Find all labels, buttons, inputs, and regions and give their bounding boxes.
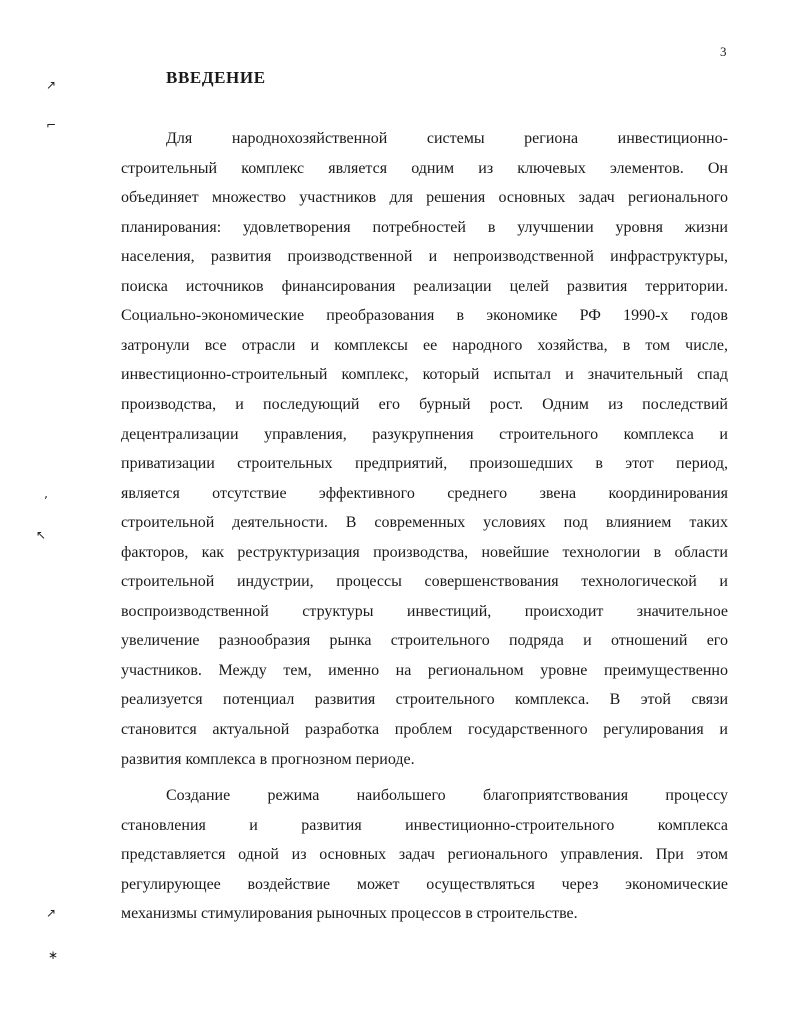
word: в (487, 218, 496, 236)
word: процессы (336, 573, 402, 591)
word: среднего (447, 484, 508, 502)
word: реструктуризация (237, 543, 360, 561)
word: планирования: (121, 218, 222, 236)
scan-mark: ⌐ (46, 118, 57, 132)
word: последствий (642, 395, 728, 413)
word: экономические (625, 875, 728, 893)
word: задач (578, 189, 615, 207)
text-line (121, 484, 728, 504)
word: из (608, 395, 623, 413)
text-line (121, 395, 728, 415)
scan-mark: ∗ (48, 948, 59, 962)
word: процессу (665, 787, 728, 804)
word: и (565, 366, 574, 384)
word: строительных (237, 455, 333, 473)
word: 1990-х (623, 307, 669, 325)
word: источников (185, 277, 264, 295)
word: регионального (627, 189, 728, 207)
word: влиянием (605, 514, 672, 532)
word: этом (696, 846, 728, 863)
word: значительное (636, 602, 728, 620)
word: и (719, 721, 728, 738)
word: потенциал (223, 691, 295, 709)
word: и (719, 425, 728, 443)
word: отрасли (241, 336, 296, 354)
word: все (204, 336, 227, 354)
word: развития (210, 248, 272, 266)
word: эффективного (318, 484, 415, 502)
word: воздействие (247, 875, 331, 893)
word: инвестиционно-строительный (121, 366, 328, 384)
text-line (121, 513, 728, 533)
word: развития (566, 277, 628, 295)
word: системы (426, 130, 485, 147)
scan-mark: ʼ (44, 494, 48, 508)
word: поиска (121, 277, 168, 295)
word: затронули (121, 336, 190, 354)
word: хозяйства, (537, 336, 608, 354)
word: При (655, 846, 684, 863)
word: территории. (645, 277, 728, 295)
text-line (121, 425, 728, 445)
text-line (121, 602, 728, 622)
word: реализации (413, 277, 492, 295)
word: представляется (121, 846, 226, 863)
text-line (121, 631, 728, 651)
word: инфраструктуры, (610, 248, 728, 266)
word: ее (422, 336, 438, 354)
word: годов (690, 307, 728, 325)
text-line (121, 365, 728, 385)
word: решения (426, 189, 486, 207)
word: на (395, 661, 412, 679)
word: Для (166, 130, 193, 147)
word: комплекса (623, 425, 694, 443)
text-line (121, 454, 728, 474)
text-line (121, 661, 728, 681)
word: основных (319, 846, 387, 863)
word: из (291, 846, 307, 863)
text-line (121, 188, 728, 208)
word: задач (398, 846, 435, 863)
word: Создание (166, 787, 231, 804)
word: разнообразия (218, 632, 311, 650)
word: деятельности. (232, 514, 328, 532)
word: спад (697, 366, 728, 384)
word: наибольшего (356, 787, 446, 804)
word: регулирующее (121, 875, 221, 893)
word: этой (640, 691, 671, 709)
scan-mark: ↖ (36, 528, 47, 542)
word: условиях (483, 514, 546, 532)
word: потребностей (372, 218, 466, 236)
word: как (201, 543, 225, 561)
word: через (561, 875, 599, 893)
word: реализуется (121, 691, 203, 709)
word: Он (707, 159, 728, 177)
word: подряда (508, 632, 564, 650)
word: произошедших (469, 455, 574, 473)
word: комплексы (334, 336, 408, 354)
word: именно (328, 661, 380, 679)
word: комплекс (241, 159, 305, 177)
word: жизни (684, 218, 728, 236)
word: таких (689, 514, 728, 532)
word: строительный (121, 159, 218, 177)
word: ключевых (517, 159, 586, 177)
word: предприятий, (355, 455, 448, 473)
word: комплекса. (515, 691, 590, 709)
word: основных (498, 189, 566, 207)
word: производства, (373, 543, 469, 561)
word: разукрупнения (372, 425, 474, 443)
word: под (563, 514, 588, 532)
word: бурный (419, 395, 471, 413)
word: в (653, 543, 662, 561)
word: режима (267, 787, 320, 804)
word: связи (691, 691, 728, 709)
word: непроизводственной (453, 248, 594, 266)
word: и (310, 336, 320, 354)
text-line (121, 572, 728, 592)
section-heading: ВВЕДЕНИЕ (166, 68, 266, 87)
word: участников (299, 189, 377, 207)
word: совершенствования (424, 573, 559, 591)
word: строительной (121, 573, 215, 591)
word: множество (211, 189, 287, 207)
word: этот (625, 455, 654, 473)
word: испытал (493, 366, 551, 384)
word: Одним (542, 395, 589, 413)
text-line: развития комплекса в прогнозном периоде. (121, 750, 415, 768)
word: преимущественно (603, 661, 728, 679)
text-line (121, 159, 728, 179)
page-number: 3 (720, 44, 727, 59)
text-line (121, 218, 728, 238)
word: звена (539, 484, 577, 502)
text-line (166, 786, 728, 806)
word: комплекс, (341, 366, 409, 384)
word: проблем (394, 721, 453, 738)
text-line (121, 543, 728, 563)
word: преобразования (326, 307, 435, 325)
word: народнохозяйственной (231, 130, 388, 147)
word: рост. (489, 395, 523, 413)
word: рынка (329, 632, 372, 650)
word: регулирования (603, 721, 704, 738)
word: из (478, 159, 494, 177)
word: технологии (562, 543, 641, 561)
word: развития (301, 816, 362, 834)
word: происходит (524, 602, 604, 620)
word: технологической (581, 573, 697, 591)
word: становится (121, 721, 197, 738)
word: уровня (615, 218, 664, 236)
word: управления, (264, 425, 347, 443)
text-line (121, 690, 728, 710)
word: государственного (467, 721, 588, 738)
scan-mark: ↗ (46, 906, 57, 920)
word: индустрии, (236, 573, 314, 591)
word: экономике (486, 307, 558, 325)
word: разработка (304, 721, 380, 738)
word: финансирования (281, 277, 396, 295)
word: комплекса (657, 816, 728, 834)
word: строительного (499, 425, 599, 443)
word: развития (314, 691, 376, 709)
word: для (389, 189, 413, 207)
text-line (166, 129, 728, 149)
word: значительный (587, 366, 683, 384)
word: производственной (287, 248, 413, 266)
word: его (706, 632, 728, 650)
word: числе, (685, 336, 728, 354)
word: производства, (121, 395, 217, 413)
word: приватизации (121, 455, 215, 473)
word: в (456, 307, 465, 325)
text-line (121, 336, 728, 356)
word: строительной (121, 514, 215, 532)
word: отношений (610, 632, 688, 650)
word: уровне (540, 661, 588, 679)
word: и (719, 573, 728, 591)
word: децентрализации (121, 425, 239, 443)
word: осуществляться (426, 875, 535, 893)
word: в (595, 455, 603, 473)
word: координирования (608, 484, 728, 502)
word: новейшие (481, 543, 550, 561)
word: строительного (395, 691, 495, 709)
text-line (121, 816, 728, 836)
word: элементов. (609, 159, 684, 177)
word: структуры (302, 602, 374, 620)
word: его (378, 395, 400, 413)
word: инвестиций, (406, 602, 492, 620)
word: и (235, 395, 244, 413)
word: может (356, 875, 400, 893)
word: последующий (263, 395, 360, 413)
word: и (428, 248, 438, 266)
word: в (622, 336, 631, 354)
word: актуальной (212, 721, 290, 738)
word: является (121, 484, 180, 502)
word: одной (238, 846, 279, 863)
word: региональном (427, 661, 524, 679)
text-line: механизмы стимулирования рыночных процессов в строительстве. (121, 905, 578, 922)
word: области (674, 543, 728, 561)
word: строительного (390, 632, 490, 650)
word: становления (121, 816, 206, 834)
word: населения, (121, 248, 195, 266)
word: отсутствие (212, 484, 287, 502)
word: современных (374, 514, 466, 532)
word: факторов, (121, 543, 189, 561)
word: благоприятствования (482, 787, 629, 804)
word: Между (218, 661, 267, 679)
word: период, (676, 455, 728, 473)
text-line (121, 845, 728, 865)
word: РФ (579, 307, 601, 325)
word: В (609, 691, 621, 709)
word: участников. (121, 661, 202, 679)
word: инвестиционно-строительного (405, 816, 615, 834)
word: улучшении (517, 218, 594, 236)
text-line (121, 247, 728, 267)
word: и (249, 816, 258, 834)
text-line (121, 306, 728, 326)
word: увеличение (121, 632, 200, 650)
word: который (422, 366, 480, 384)
word: инвестиционно- (617, 130, 728, 147)
word: управления. (560, 846, 643, 863)
word: народного (452, 336, 523, 354)
word: тем, (283, 661, 312, 679)
text-line (121, 875, 728, 895)
word: одним (411, 159, 455, 177)
word: том (645, 336, 671, 354)
word: целей (509, 277, 549, 295)
word: региона (524, 130, 579, 147)
word: является (328, 159, 388, 177)
word: В (345, 514, 357, 532)
scan-mark: ↗ (46, 78, 57, 92)
word: Социально-экономические (121, 307, 305, 325)
word: и (583, 632, 592, 650)
word: удовлетворения (243, 218, 351, 236)
word: воспроизводственной (121, 602, 269, 620)
text-line (121, 720, 728, 740)
word: объединяет (121, 189, 199, 207)
text-line (121, 277, 728, 297)
word: регионального (447, 846, 548, 863)
